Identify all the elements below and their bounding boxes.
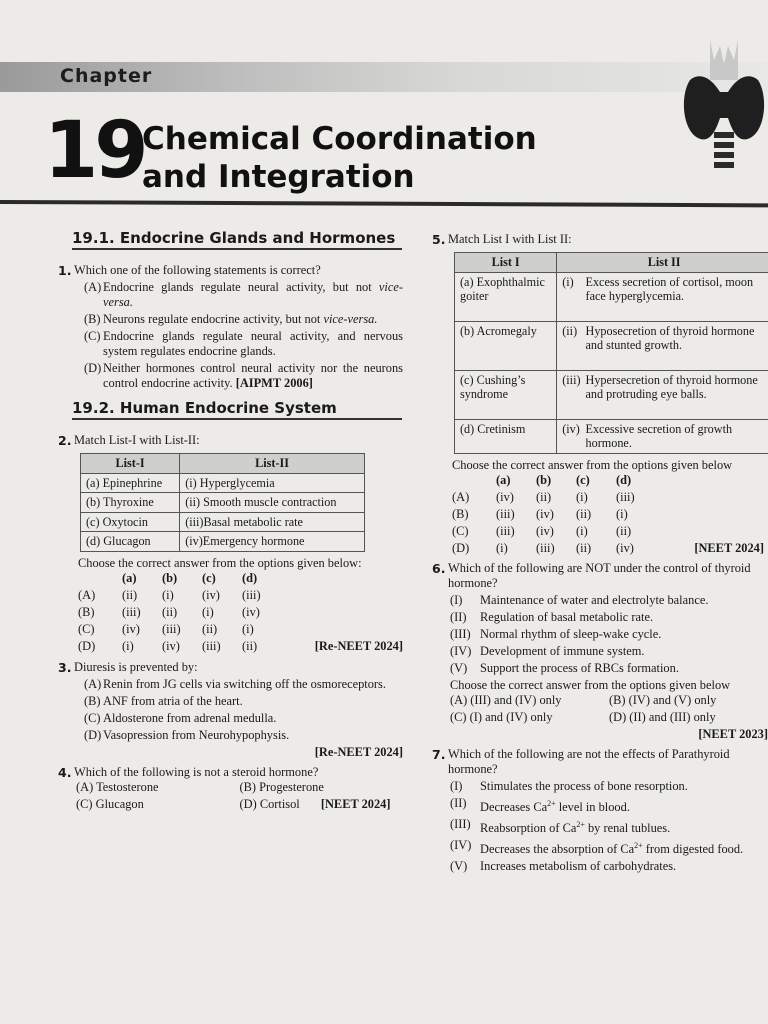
- question-4: 4. Which of the following is not a steroid hormone?: [58, 764, 319, 780]
- statement: (II) Decreases $Ca^{2+}$ level in blood.: [450, 795, 630, 814]
- choose-text: Choose the correct answer from the options given below:: [78, 555, 362, 570]
- match-table: List-I List-II (a) Epinephrine (i) Hyperglycemia (b) Thyroxine (ii) Smooth muscle contraction (c) Oxytocin (iii)Basal metabolic rate (d) Glucagon (iv)Emergency hormone: [80, 453, 365, 552]
- statement: (V) Support the process of RBCs formation.: [450, 660, 679, 675]
- section-heading: 19.2. Human Endocrine System: [72, 401, 402, 420]
- statement: (I) Stimulates the process of bone resorption.: [450, 778, 688, 793]
- option-a: (A) Renin from JG cells via switching off the osmoreceptors.: [84, 676, 386, 691]
- options-grid: (A) Testosterone (B) Progesterone (C) Glucagon (D) Cortisol [NEET 2024]: [76, 779, 391, 811]
- thyroid-gland-icon: [680, 40, 768, 170]
- section-heading: 19.1. Endocrine Glands and Hormones: [72, 231, 402, 250]
- question-5: 5. Match List I with List II:: [432, 232, 572, 247]
- option-d: (D) Vasopression from Neurohypophysis.: [84, 727, 290, 742]
- header-rule: [0, 200, 768, 207]
- choose-text: Choose the correct answer from the options given below: [450, 677, 731, 692]
- choose-text: Choose the correct answer from the options given below: [452, 457, 733, 472]
- exam-tag: [NEET 2023]: [698, 726, 768, 741]
- statement: (V) Increases metabolism of carbohydrates.: [450, 858, 677, 873]
- statement: (II) Regulation of basal metabolic rate.: [450, 609, 654, 624]
- option-c: (C) Endocrine glands regulate neural activity, and nervous system regulates endocrine glands.: [84, 329, 403, 358]
- answer-grid: (a) (b) (c) (d) (A) (ii) (i) (iv) (iii) (B) (iii) (ii) (i) (iv) (C) (iv) (iii) (ii) (i) (D) (i) (iv) (iii) (ii) [Re-NEET 2024]: [78, 570, 403, 653]
- question-1: 1. Which one of the following statements is correct?: [58, 263, 321, 278]
- question-6: 6. Which of the following are NOT under the control of thyroid hormone?: [432, 560, 751, 590]
- chapter-title: [142, 120, 537, 196]
- chapter-title-line1: Chemical Coordination: [142, 121, 537, 157]
- question-3: 3. Diuresis is prevented by:: [58, 659, 198, 675]
- statement: (IV) Development of immune system.: [450, 643, 645, 658]
- statement: (III) Normal rhythm of sleep-wake cycle.: [450, 626, 662, 641]
- answer-grid: (a) (b) (c) (d) (A) (iv) (ii) (i) (iii) (B) (iii) (iv) (ii) (i) (C) (iii) (iv) (i) (ii) (D) (i) (iii) (ii) (iv) [NEET 2024]: [452, 472, 764, 555]
- match-table: List I List II (a) Exophthalmic goiter (i) Excess secretion of cortisol, moon face hyperglycemia. (b) Acromegaly (ii) Hyposecretion of thyroid hormone and stunted growth. (c) Cushing’s syndrome (iii) Hypersecretion of thyroid hormone and protruding eye balls. (d) Cretinism (iv) Excessive secretion of growth hormone.: [454, 252, 768, 454]
- question-2: 2. Match List-I with List-II:: [58, 433, 200, 448]
- chapter-label: Chapter: [60, 65, 153, 87]
- option-b: (B) ANF from atria of the heart.: [84, 693, 243, 708]
- options-grid: (A) (III) and (IV) only (B) (IV) and (V) only (C) (I) and (IV) only (D) (II) and (III) only: [450, 692, 717, 724]
- statement: (III) Reabsorption of $Ca^{2+}$ by renal tublues.: [450, 816, 671, 835]
- option-c: (C) Aldosterone from adrenal medulla.: [84, 710, 277, 725]
- chapter-number: 19: [44, 106, 145, 196]
- statement: (I) Maintenance of water and electrolyte balance.: [450, 592, 709, 607]
- left-column: [58, 225, 403, 812]
- right-column: [432, 227, 768, 874]
- exam-tag: [Re-NEET 2024]: [314, 744, 403, 759]
- question-7: 7. Which of the following are not the effects of Parathyroid hormone?: [432, 746, 730, 776]
- option-b: (B) Neurons regulate endocrine activity, but not vice-versa.: [84, 312, 378, 326]
- option-a: (A) Endocrine glands regulate neural activity, but not vice-versa.: [84, 280, 403, 309]
- option-d: (D) Neither hormones control neural activity nor the neurons control endocrine activity. [AIPMT 2006]: [84, 361, 403, 390]
- chapter-title-line2: and Integration: [142, 159, 415, 195]
- statement: (IV) Decreases the absorption of $Ca^{2+}$ from digested food.: [450, 837, 744, 856]
